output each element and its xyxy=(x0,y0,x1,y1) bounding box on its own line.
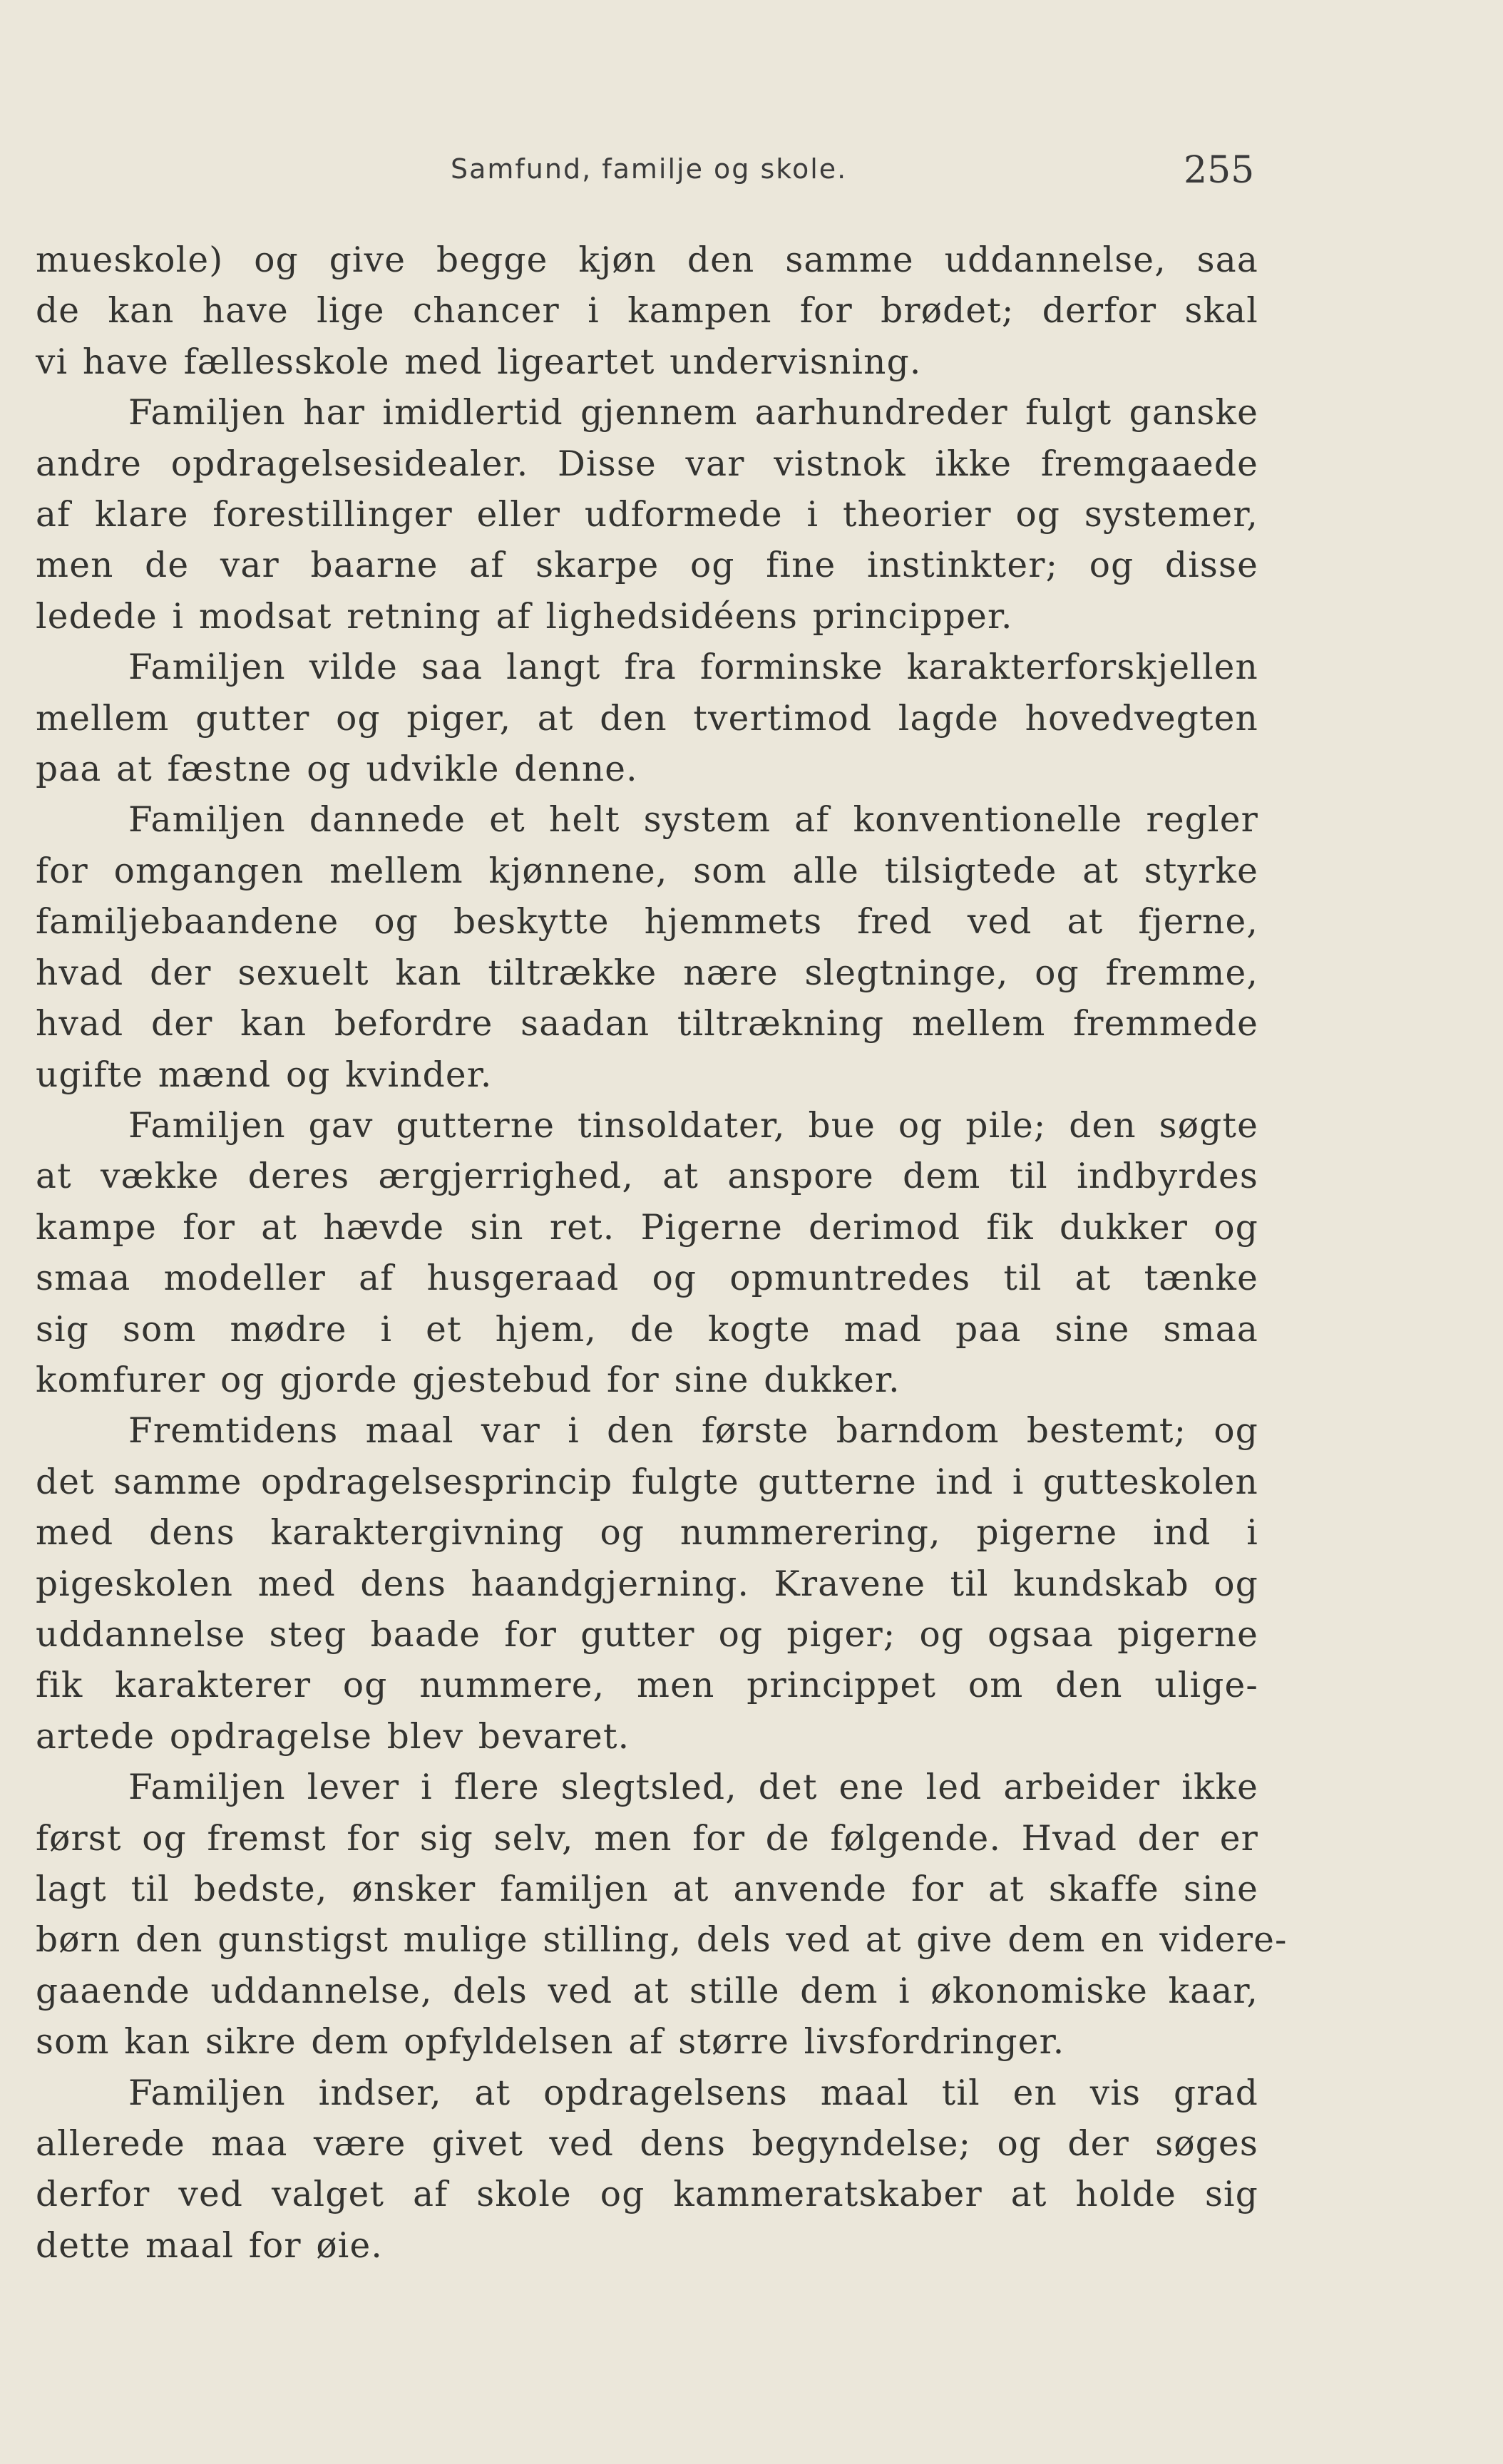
text-line: at vække deres ærgjerrighed, at anspore dem til indbyrdes xyxy=(36,1156,1258,1197)
text-line: komfurer og gjorde gjestebud for sine dukker. xyxy=(36,1360,901,1400)
text-line: derfor ved valget af skole og kammeratskaber at holde sig xyxy=(36,2175,1258,2215)
paragraph xyxy=(36,1406,1258,1762)
text-line: børn den gunstigst mulige stilling, dels ved at give dem en videre- xyxy=(36,1920,1288,1961)
text-line: allerede maa være givet ved dens begyndelse; og der søges xyxy=(36,2124,1258,2165)
text-line: sig som mødre i et hjem, de kogte mad paa sine smaa xyxy=(36,1309,1258,1350)
paragraph xyxy=(36,2068,1258,2272)
text-line: gaaende uddannelse, dels ved at stille dem i økonomiske kaar, xyxy=(36,1971,1258,2011)
text-line: med dens karaktergivning og nummerering, pigerne ind i xyxy=(36,1513,1258,1554)
text-line: kampe for at hævde sin ret. Pigerne derimod fik dukker og xyxy=(36,1207,1258,1248)
paragraph xyxy=(36,1101,1258,1406)
text-line: familjebaandene og beskytte hjemmets fred ved at fjerne, xyxy=(36,902,1258,943)
text-line: Familjen dannede et helt system af konventionelle regler xyxy=(128,800,1258,841)
text-line: lagt til bedste, ønsker familjen at anvende for at skaffe sine xyxy=(36,1869,1258,1909)
text-line: hvad der kan befordre saadan tiltrækning mellem fremmede xyxy=(36,1004,1258,1044)
text-line: Familjen gav gutterne tinsoldater, bue og pile; den søgte xyxy=(128,1105,1258,1146)
text-line: artede opdragelse blev bevaret. xyxy=(36,1716,630,1757)
text-line: smaa modeller af husgeraad og opmuntredes til at tænke xyxy=(36,1258,1258,1299)
running-header xyxy=(0,149,1503,203)
text-line: fik karakterer og nummere, men princippet om den ulige- xyxy=(36,1665,1258,1706)
text-line: mueskole) og give begge kjøn den samme uddannelse, saa xyxy=(36,240,1258,280)
page-number: 255 xyxy=(1184,149,1255,192)
text-line: mellem gutter og piger, at den tvertimod lagde hovedvegten xyxy=(36,698,1258,739)
text-line: pigeskolen med dens haandgjerning. Kravene til kundskab og xyxy=(36,1564,1258,1604)
paragraph xyxy=(36,795,1258,1100)
paragraph xyxy=(36,235,1258,388)
paragraph xyxy=(36,388,1258,642)
text-line: Familjen indser, at opdragelsens maal til en vis grad xyxy=(128,2073,1258,2113)
text-line: Fremtidens maal var i den første barndom bestemt; og xyxy=(128,1411,1258,1452)
text-line: Familjen har imidlertid gjennem aarhundreder fulgt ganske xyxy=(128,393,1258,433)
text-line: men de var baarne af skarpe og fine instinkter; og disse xyxy=(36,545,1258,586)
text-line: for omgangen mellem kjønnene, som alle tilsigtede at styrke xyxy=(36,851,1258,891)
running-title: Samfund, familje og skole. xyxy=(451,153,848,185)
paragraph xyxy=(36,642,1258,795)
text-line: ledede i modsat retning af lighedsidéens principper. xyxy=(36,596,1013,637)
text-line: ugifte mænd og kvinder. xyxy=(36,1054,493,1095)
text-line: Familjen vilde saa langt fra forminske karakterforskjellen xyxy=(128,647,1258,688)
text-line: vi have fællesskole med ligeartet undervisning. xyxy=(36,342,922,382)
text-line: som kan sikre dem opfyldelsen af større livsfordringer. xyxy=(36,2022,1065,2063)
paragraph xyxy=(36,1762,1288,2068)
text-line: Familjen lever i flere slegtsled, det ene led arbeider ikke xyxy=(128,1767,1258,1808)
body-text xyxy=(36,235,1288,2272)
text-line: uddannelse steg baade for gutter og piger; og ogsaa pigerne xyxy=(36,1614,1258,1655)
text-line: det samme opdragelsesprincip fulgte gutterne ind i gutteskolen xyxy=(36,1462,1258,1502)
text-line: først og fremst for sig selv, men for de følgende. Hvad der er xyxy=(36,1818,1258,1859)
text-line: hvad der sexuelt kan tiltrække nære slegtninge, og fremme, xyxy=(36,953,1258,993)
text-line: dette maal for øie. xyxy=(36,2225,383,2266)
text-line: andre opdragelsesidealer. Disse var vistnok ikke fremgaaede xyxy=(36,443,1258,484)
text-line: af klare forestillinger eller udformede i theorier og systemer, xyxy=(36,495,1258,535)
text-line: paa at fæstne og udvikle denne. xyxy=(36,749,638,790)
text-line: de kan have lige chancer i kampen for brødet; derfor skal xyxy=(36,291,1258,332)
